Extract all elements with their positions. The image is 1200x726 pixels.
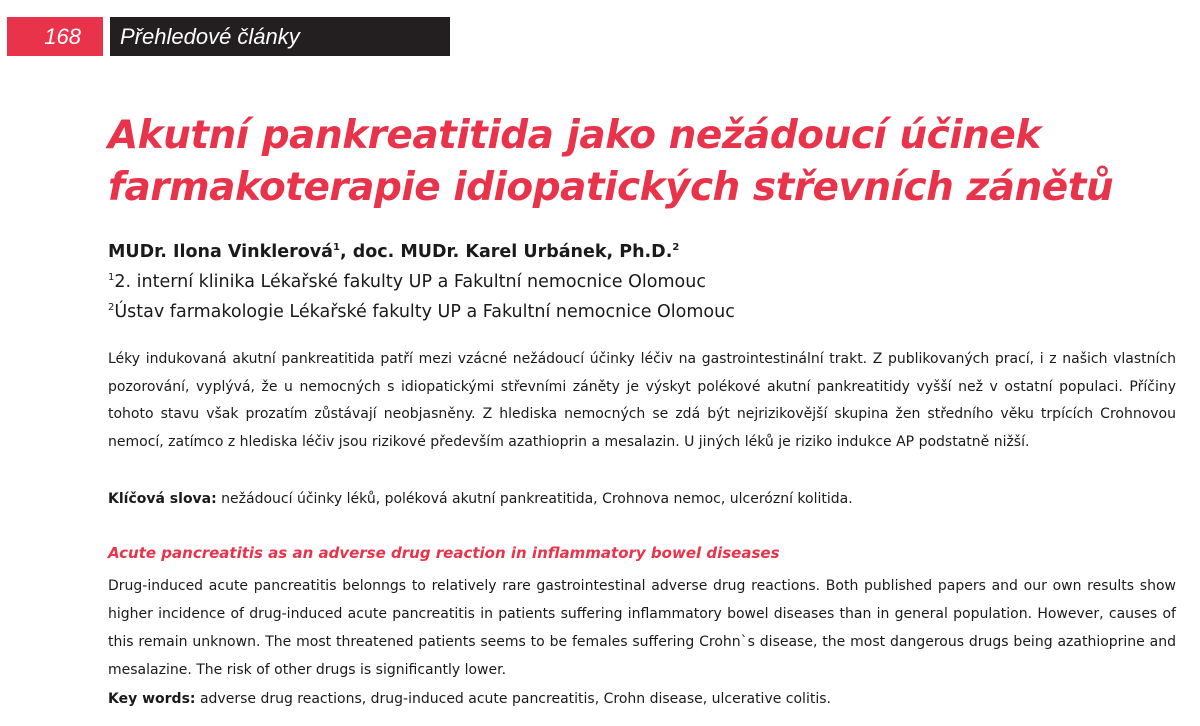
keywords-czech	[108, 486, 1176, 514]
affiliation	[108, 298, 735, 326]
keywords-label: Key words:	[108, 691, 196, 707]
author-name: MUDr. Ilona Vinklerová	[108, 242, 333, 262]
keywords-text: adverse drug reactions, drug-induced acute pancreatitis, Crohn disease, ulcerative colitis.	[195, 691, 831, 707]
affiliation-marker: 2	[108, 302, 115, 313]
affiliation-text: 2. interní klinika Lékařské fakulty UP a Fakultní nemocnice Olomouc	[114, 272, 706, 292]
abstract-english: Drug-induced acute pancreatitis belonngs to relatively rare gastrointestinal adverse drug reactions. Both published papers and our own results show higher incidence of drug-induced acute pancreatitis in patients suffering inflammatory bowel diseases than in general population. However, causes of this remain unknown. The most threatened patients seems to be females suffering Crohn`s disease, the most dangerous drugs being azathioprine and mesalazine. The risk of other drugs is significantly lower.	[108, 578, 1176, 678]
author-affiliation-marker: 2	[672, 242, 680, 253]
section-label: Přehledové články	[110, 17, 450, 56]
author-list	[108, 238, 679, 266]
page-header	[7, 17, 450, 56]
abstract-czech: Léky indukovaná akutní pankreatitida patří mezi vzácné nežádoucí účinky léčiv na gastrointestinální trakt. Z publikovaných prací, i z našich vlastních pozorování, vyplývá, že u nemocných s idiopatickými střevními záněty je výskyt polékové akutní pankreatitidy vyšší než v ostatní populaci. Příčiny tohoto stavu však prozatím zůstávají neobjasněny. Z hlediska nemocných se zdá být nejrizikovější skupina žen středního věku trpících Crohnovou nemocí, zatímco z hlediska léčiv jsou rizikové především azathioprin a mesalazin. U jiných léků je riziko indukce AP podstatně nižší.	[108, 351, 1176, 450]
keywords-text: nežádoucí účinky léků, poléková akutní pankreatitida, Crohnova nemoc, ulcerózní kolitida.	[216, 491, 853, 507]
author-affiliation-marker: 1	[333, 242, 340, 253]
author-name: doc. MUDr. Karel Urbánek, Ph.D.	[352, 242, 673, 262]
keywords-english	[108, 686, 1176, 714]
page-number: 168	[7, 17, 103, 56]
author-separator: ,	[339, 242, 353, 262]
header-divider	[103, 17, 110, 56]
article-title: Akutní pankreatitida jako nežádoucí účinek farmakoterapie idiopatických střevních zánětů	[108, 113, 1114, 210]
affiliation-text: Ústav farmakologie Lékařské fakulty UP a Fakultní nemocnice Olomouc	[114, 302, 735, 322]
affiliation-marker: 1	[108, 272, 115, 283]
english-title: Acute pancreatitis as an adverse drug reaction in inflammatory bowel diseases	[108, 544, 780, 562]
affiliation	[108, 268, 706, 296]
keywords-label: Klíčová slova:	[108, 491, 217, 507]
